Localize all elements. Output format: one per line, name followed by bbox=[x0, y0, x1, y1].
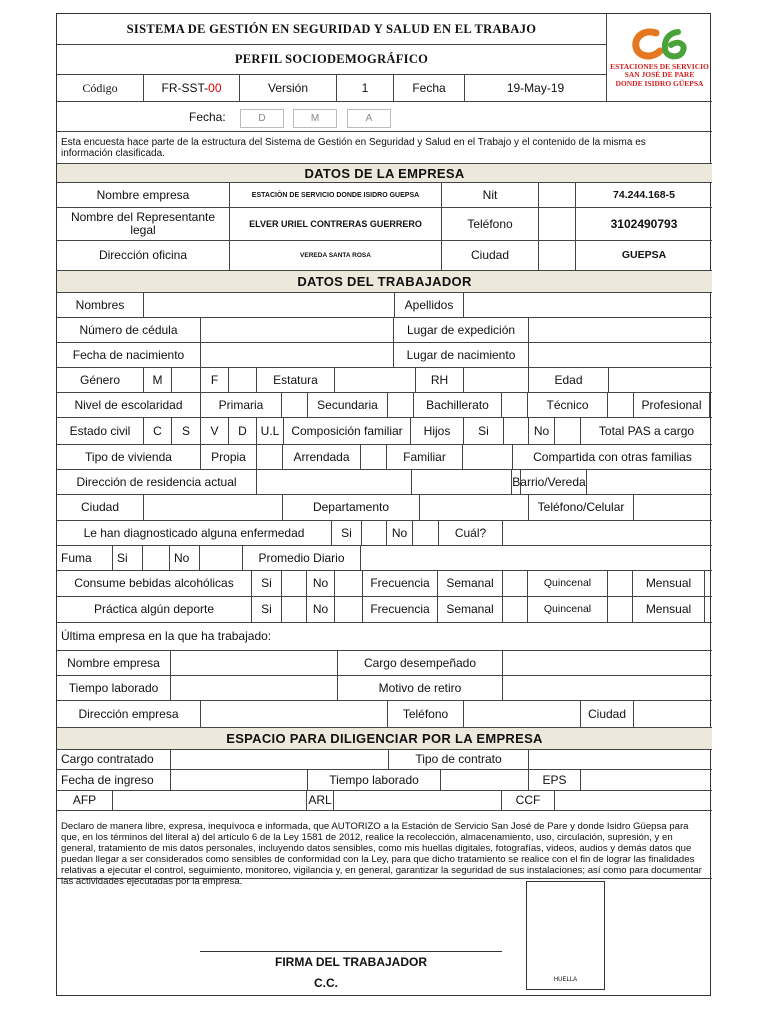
w-ciudad-label: Ciudad bbox=[57, 495, 144, 521]
residencia-field[interactable] bbox=[257, 470, 412, 495]
nombres-label: Nombres bbox=[57, 293, 144, 318]
lj-ciudad-field[interactable] bbox=[634, 701, 712, 728]
fecha-nac-field[interactable] bbox=[201, 343, 394, 368]
estatura-field[interactable] bbox=[335, 368, 416, 393]
signature-label: FIRMA DEL TRABAJADOR bbox=[275, 955, 427, 969]
cedula-label: Número de cédula bbox=[57, 318, 201, 343]
logo-line-2: SAN JOSÉ DE PARE bbox=[624, 70, 695, 80]
departamento-field[interactable] bbox=[420, 495, 529, 521]
civil-v[interactable]: V bbox=[201, 418, 229, 445]
telcel-label: Teléfono/Celular bbox=[529, 495, 634, 521]
hijos-si-label: Si bbox=[464, 418, 504, 445]
lj-telefono-label: Teléfono bbox=[388, 701, 464, 728]
deporte-mensual-label: Mensual bbox=[633, 597, 705, 623]
company-logo bbox=[607, 14, 712, 102]
cedula-field[interactable] bbox=[201, 318, 394, 343]
civil-d[interactable]: D bbox=[229, 418, 257, 445]
tecnico-label: Técnico bbox=[528, 393, 608, 418]
code-value: FR-SST- 00 bbox=[144, 75, 240, 102]
civil-ul[interactable]: U.L bbox=[257, 418, 284, 445]
huella-label: HUELLA bbox=[553, 977, 578, 983]
nit-value: 74.244.168-5 bbox=[576, 183, 712, 208]
bachillerato-box[interactable] bbox=[502, 393, 528, 418]
lj-telefono-field[interactable] bbox=[464, 701, 581, 728]
civil-s[interactable]: S bbox=[172, 418, 201, 445]
bachillerato-label: Bachillerato bbox=[414, 393, 502, 418]
cu-tiempo-label: Tiempo laborado bbox=[308, 770, 441, 791]
barrio-pre bbox=[412, 470, 512, 495]
lj-direccion-label: Dirección empresa bbox=[57, 701, 201, 728]
apellidos-label: Apellidos bbox=[395, 293, 464, 318]
escolaridad-label: Nivel de escolaridad bbox=[57, 393, 201, 418]
rh-field[interactable] bbox=[464, 368, 529, 393]
fuma-no-label: No bbox=[170, 546, 200, 571]
fuma-no-box[interactable] bbox=[200, 546, 243, 571]
alcohol-semanal-box[interactable] bbox=[503, 571, 528, 597]
day-box[interactable]: D bbox=[240, 109, 284, 128]
compartida-label: Compartida con otras familias bbox=[513, 445, 712, 470]
cargo-contratado-field[interactable] bbox=[171, 750, 389, 770]
ccf-label: CCF bbox=[502, 791, 555, 811]
address-label: Dirección oficina bbox=[57, 241, 230, 271]
lj-tiempo-field[interactable] bbox=[171, 676, 338, 701]
cc-label: C.C. bbox=[314, 976, 338, 990]
tipo-contrato-field[interactable] bbox=[529, 750, 712, 770]
deporte-no-label: No bbox=[307, 597, 335, 623]
logo-icon bbox=[630, 27, 690, 63]
edad-field[interactable] bbox=[609, 368, 712, 393]
section-worker: DATOS DEL TRABAJADOR bbox=[57, 271, 712, 293]
alcohol-mensual-label: Mensual bbox=[633, 571, 705, 597]
deporte-quincenal-label: Quincenal bbox=[528, 597, 608, 623]
primaria-box[interactable] bbox=[282, 393, 308, 418]
barrio-field[interactable] bbox=[587, 470, 712, 495]
propia-label: Propia bbox=[201, 445, 257, 470]
date-fill-label: Fecha: bbox=[189, 110, 226, 124]
eps-field[interactable] bbox=[581, 770, 712, 791]
version-label: Versión bbox=[240, 75, 337, 102]
hijos-label: Hijos bbox=[411, 418, 464, 445]
arl-field[interactable] bbox=[334, 791, 502, 811]
afp-field[interactable] bbox=[113, 791, 307, 811]
tipo-contrato-label: Tipo de contrato bbox=[389, 750, 529, 770]
last-job-title: Última empresa en la que ha trabajado: bbox=[57, 623, 712, 651]
alcohol-frecuencia-label: Frecuencia bbox=[363, 571, 438, 597]
alcohol-si-label: Si bbox=[252, 571, 282, 597]
lugar-nac-label: Lugar de nacimiento bbox=[394, 343, 529, 368]
profesional-label: Profesional bbox=[634, 393, 710, 418]
ingreso-field[interactable] bbox=[171, 770, 308, 791]
eps-label: EPS bbox=[529, 770, 581, 791]
arrendada-label: Arrendada bbox=[283, 445, 361, 470]
form-sociodemografico bbox=[56, 13, 711, 996]
phone-value: 3102490793 bbox=[576, 208, 712, 241]
apellidos-field[interactable] bbox=[464, 293, 712, 318]
alcohol-quincenal-box[interactable] bbox=[608, 571, 633, 597]
promedio-field[interactable] bbox=[361, 546, 712, 571]
lugar-nac-field[interactable] bbox=[529, 343, 712, 368]
alcohol-quincenal-label: Quincenal bbox=[528, 571, 608, 597]
city-value: GUEPSA bbox=[576, 241, 712, 271]
lj-cargo-label: Cargo desempeñado bbox=[338, 651, 503, 676]
deporte-mensual-box[interactable] bbox=[705, 597, 712, 623]
hijos-no-label: No bbox=[529, 418, 555, 445]
estatura-label: Estatura bbox=[257, 368, 335, 393]
address-value: VEREDA SANTA ROSA bbox=[230, 241, 442, 271]
genero-f-box[interactable] bbox=[229, 368, 257, 393]
lj-motivo-field[interactable] bbox=[503, 676, 712, 701]
signature-line bbox=[200, 951, 502, 952]
lj-nombre-field[interactable] bbox=[171, 651, 338, 676]
rep-value: ELVER URIEL CONTRERAS GUERRERO bbox=[230, 208, 442, 241]
enfermedad-si-label: Si bbox=[332, 521, 362, 546]
deporte-frecuencia-label: Frecuencia bbox=[363, 597, 438, 623]
familiar-box[interactable] bbox=[463, 445, 513, 470]
primaria-label: Primaria bbox=[201, 393, 282, 418]
alcohol-si-box[interactable] bbox=[282, 571, 307, 597]
nit-label: Nit bbox=[442, 183, 539, 208]
section-company-use: ESPACIO PARA DILIGENCIAR POR LA EMPRESA bbox=[57, 728, 712, 750]
company-name-value: ESTACIÒN DE SERVICIO DONDE ISIDRO GUEPSA bbox=[230, 183, 442, 208]
familiar-label: Familiar bbox=[387, 445, 463, 470]
arrendada-box[interactable] bbox=[361, 445, 387, 470]
telcel-field[interactable] bbox=[634, 495, 712, 521]
fingerprint-box[interactable] bbox=[526, 881, 605, 990]
year-box[interactable]: A bbox=[347, 109, 391, 128]
residencia-label: Dirección de residencia actual bbox=[57, 470, 257, 495]
cu-tiempo-field[interactable] bbox=[441, 770, 529, 791]
logo-line-3: DONDE ISIDRO GÜEPSA bbox=[615, 78, 704, 88]
cual-label: Cuál? bbox=[439, 521, 503, 546]
fecha-nac-label: Fecha de nacimiento bbox=[57, 343, 201, 368]
month-box[interactable]: M bbox=[293, 109, 337, 128]
genero-m-box[interactable] bbox=[172, 368, 201, 393]
tecnico-box[interactable] bbox=[608, 393, 634, 418]
rh-label: RH bbox=[416, 368, 464, 393]
intro-text: Esta encuesta hace parte de la estructura del Sistema de Gestión en Seguridad y Salud en el Trabajo y el contenido de la misma es información clasificada. bbox=[57, 132, 712, 164]
alcohol-mensual-box[interactable] bbox=[705, 571, 712, 597]
departamento-label: Departamento bbox=[283, 495, 420, 521]
ingreso-label: Fecha de ingreso bbox=[57, 770, 171, 791]
section-company: DATOS DE LA EMPRESA bbox=[57, 164, 712, 183]
alcohol-label: Consume bebidas alcohólicas bbox=[57, 571, 252, 597]
secundaria-box[interactable] bbox=[388, 393, 414, 418]
lj-cargo-field[interactable] bbox=[503, 651, 712, 676]
vivienda-label: Tipo de vivienda bbox=[57, 445, 201, 470]
pas-label: Total PAS a cargo bbox=[581, 418, 712, 445]
deporte-no-box[interactable] bbox=[335, 597, 363, 623]
date-value: 19-May-19 bbox=[465, 75, 607, 102]
fuma-si-box[interactable] bbox=[143, 546, 170, 571]
enfermedad-no-label: No bbox=[387, 521, 413, 546]
deporte-quincenal-box[interactable] bbox=[608, 597, 633, 623]
fuma-si-label: Si bbox=[113, 546, 143, 571]
lj-tiempo-label: Tiempo laborado bbox=[57, 676, 171, 701]
code-label: Código bbox=[57, 75, 144, 102]
city-label: Ciudad bbox=[442, 241, 539, 271]
promedio-label: Promedio Diario bbox=[243, 546, 361, 571]
deporte-si-label: Si bbox=[252, 597, 282, 623]
enfermedad-no-box[interactable] bbox=[413, 521, 439, 546]
deporte-si-box[interactable] bbox=[282, 597, 307, 623]
logo-line-1: ESTACIONES DE SERVICIO bbox=[610, 61, 709, 71]
lj-direccion-field[interactable] bbox=[201, 701, 388, 728]
company-name-label: Nombre empresa bbox=[57, 183, 230, 208]
composicion-label: Composición familiar bbox=[284, 418, 411, 445]
afp-label: AFP bbox=[57, 791, 113, 811]
genero-f-label: F bbox=[201, 368, 229, 393]
barrio-label: Barrio/Vereda bbox=[512, 470, 587, 495]
w-ciudad-field[interactable] bbox=[144, 495, 283, 521]
lj-motivo-label: Motivo de retiro bbox=[338, 676, 503, 701]
alcohol-semanal-label: Semanal bbox=[438, 571, 503, 597]
lj-ciudad-label: Ciudad bbox=[581, 701, 634, 728]
deporte-semanal-label: Semanal bbox=[438, 597, 503, 623]
date-label: Fecha bbox=[394, 75, 465, 102]
genero-m-label: M bbox=[144, 368, 172, 393]
propia-box[interactable] bbox=[257, 445, 283, 470]
consent-text: Declaro de manera libre, expresa, inequívoca e informada, que AUTORIZO a la Estación de Servicio San José de Pare y donde Isidro Güepsa para que, en los términos del literal a) del artículo 6 de la Ley 1581 de 2012, realice la recolección, almacenamiento, uso, circulación, supresión, y en general, tratamiento de mis datos personales, incluyendo datos sensibles, como mis huellas digitales, fotografías, videos, audios y demás datos que puedan llegar a ser considerados como sensibles de conformidad con la Ley, para que dicho tratamiento se realice con el fin de lograr las finalidades relativas a ejecutar el control, seguimiento, monitoreo, vigilancia y, en general, garantizar la seguridad de sus instalaciones; así como para documentar las actividades ejecutadas por la empresa. bbox=[57, 811, 712, 879]
profesional-box[interactable] bbox=[710, 393, 712, 418]
expedicion-field[interactable] bbox=[529, 318, 712, 343]
rep-label: Nombre del Representante legal bbox=[57, 208, 230, 241]
enfermedad-label: Le han diagnosticado alguna enfermedad bbox=[57, 521, 332, 546]
expedicion-label: Lugar de expedición bbox=[394, 318, 529, 343]
hijos-no-box[interactable] bbox=[555, 418, 581, 445]
nombres-field[interactable] bbox=[144, 293, 395, 318]
deporte-label: Práctica algún deporte bbox=[57, 597, 252, 623]
secundaria-label: Secundaria bbox=[308, 393, 388, 418]
edad-label: Edad bbox=[529, 368, 609, 393]
alcohol-no-box[interactable] bbox=[335, 571, 363, 597]
alcohol-no-label: No bbox=[307, 571, 335, 597]
cargo-contratado-label: Cargo contratado bbox=[57, 750, 171, 770]
ccf-field[interactable] bbox=[555, 791, 712, 811]
cual-field[interactable] bbox=[503, 521, 712, 546]
estado-civil-label: Estado civil bbox=[57, 418, 144, 445]
form-subtitle: PERFIL SOCIODEMOGRÁFICO bbox=[57, 45, 607, 75]
fuma-label: Fuma bbox=[57, 546, 113, 571]
version-value: 1 bbox=[337, 75, 394, 102]
deporte-semanal-box[interactable] bbox=[503, 597, 528, 623]
genero-label: Género bbox=[57, 368, 144, 393]
hijos-si-box[interactable] bbox=[504, 418, 529, 445]
civil-c[interactable]: C bbox=[144, 418, 172, 445]
lj-nombre-label: Nombre empresa bbox=[57, 651, 171, 676]
phone-label: Teléfono bbox=[442, 208, 539, 241]
arl-label: ARL bbox=[307, 791, 334, 811]
enfermedad-si-box[interactable] bbox=[362, 521, 387, 546]
form-title: SISTEMA DE GESTIÓN EN SEGURIDAD Y SALUD EN EL TRABAJO bbox=[57, 14, 607, 45]
